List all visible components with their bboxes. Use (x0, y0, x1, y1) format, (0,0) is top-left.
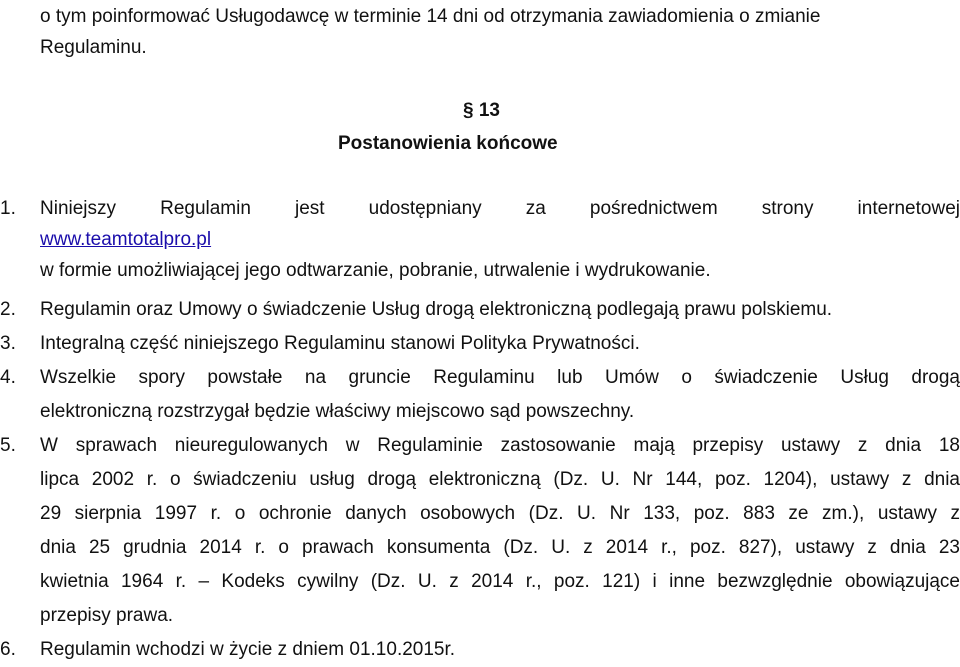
list-item-number: 4. (0, 367, 16, 388)
list-item-5-line-4: dnia 25 grudnia 2014 r. o prawach konsumenta (Dz. U. z 2014 r., poz. 827), ustawy z dnia 23 (40, 537, 960, 558)
list-item-5-line-6: przepisy prawa. (40, 605, 174, 626)
intro-line-2: Regulaminu. (40, 37, 147, 58)
word: Niniejszy (40, 198, 117, 219)
list-item-2-text: Regulamin oraz Umowy o świadczenie Usług drogą elektroniczną podlegają prawu polskiemu. (40, 299, 833, 320)
word: jest (294, 198, 325, 219)
word: Regulamin (160, 198, 251, 219)
word: pośrednictwem (589, 198, 718, 219)
section-number: § 13 (463, 100, 500, 121)
list-item-5-line-3: 29 sierpnia 1997 r. o ochronie danych osobowych (Dz. U. Nr 133, poz. 883 ze zm.), ustawy z (40, 503, 960, 524)
intro-line-1: o tym poinformować Usługodawcę w terminie 14 dni od otrzymania zawiadomienia o zmianie (40, 6, 821, 27)
list-item-number: 3. (0, 333, 16, 354)
list-item-5-line-5: kwietnia 1964 r. – Kodeks cywilny (Dz. U. z 2014 r., poz. 121) i inne bezwzględnie obowiązujące (40, 571, 960, 592)
word: udostępniany (368, 198, 482, 219)
list-item-3-text: Integralną część niniejszego Regulaminu stanowi Polityka Prywatności. (40, 333, 640, 354)
word: internetowej (857, 198, 960, 219)
list-item-1-line-3: w formie umożliwiającej jego odtwarzanie, pobranie, utrwalenie i wydrukowanie. (40, 260, 711, 281)
list-item-number: 2. (0, 299, 16, 320)
list-item-number: 5. (0, 435, 16, 456)
list-item-number: 1. (0, 198, 16, 219)
word: za (525, 198, 546, 219)
list-item-6-text: Regulamin wchodzi w życie z dniem 01.10.2015r. (40, 639, 456, 660)
website-link[interactable]: www.teamtotalpro.pl (40, 229, 212, 250)
list-item-4-line-1: Wszelkie spory powstałe na gruncie Regulaminu lub Umów o świadczenie Usług drogą (40, 367, 960, 388)
list-item-number: 6. (0, 639, 16, 660)
list-item-5-line-2: lipca 2002 r. o świadczeniu usług drogą elektroniczną (Dz. U. Nr 144, poz. 1204), ustawy z dnia (40, 469, 960, 490)
word: strony (761, 198, 814, 219)
section-title: Postanowienia końcowe (338, 133, 558, 154)
list-item-5-line-1: W sprawach nieuregulowanych w Regulaminie zastosowanie mają przepisy ustawy z dnia 18 (40, 435, 960, 456)
list-item-1-line-1 (40, 192, 960, 226)
list-item-4-line-2: elektroniczną rozstrzygał będzie właściwy miejscowo sąd powszechny. (40, 401, 635, 422)
